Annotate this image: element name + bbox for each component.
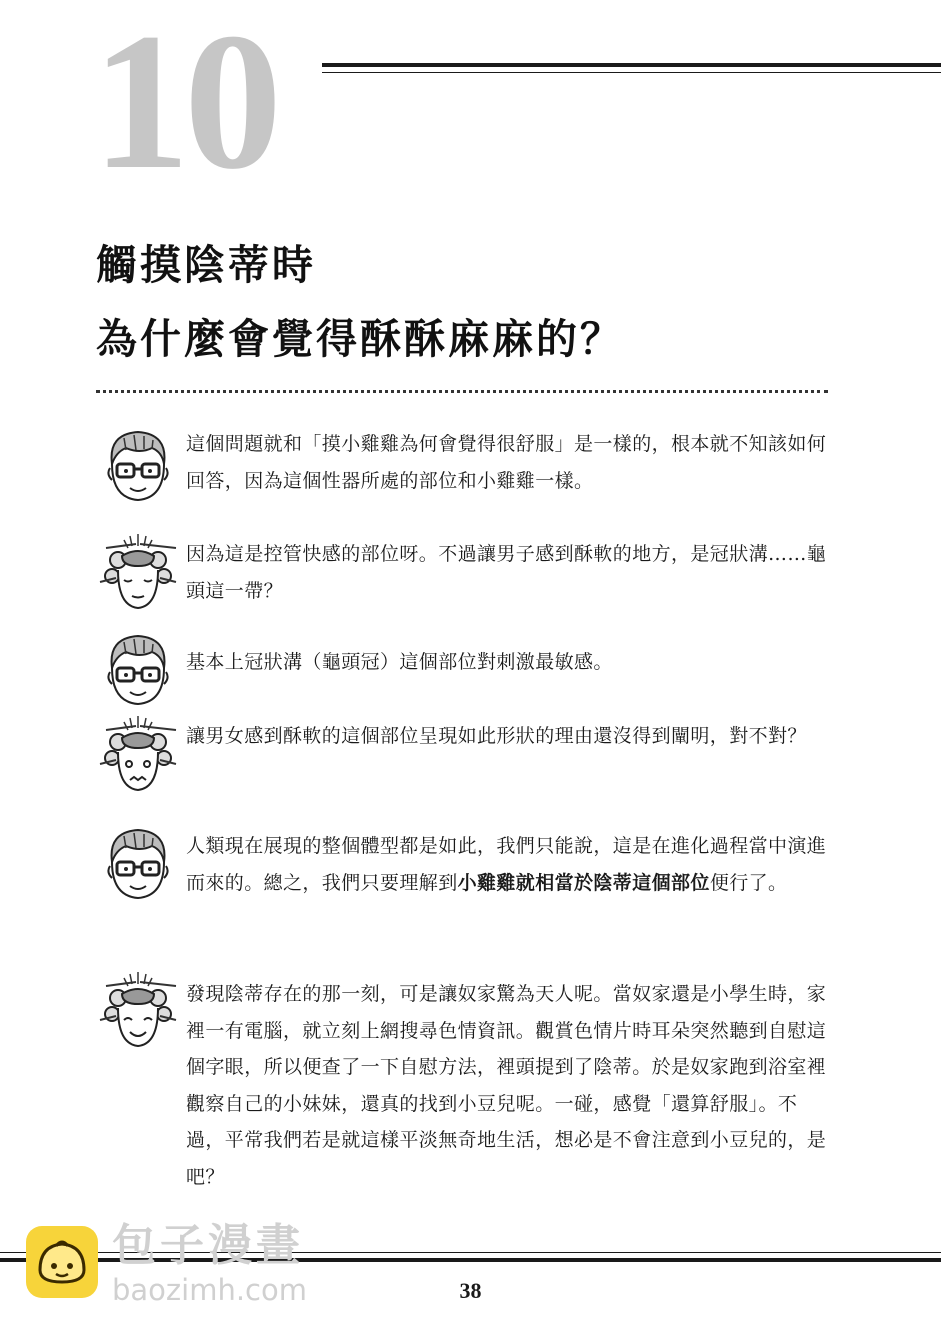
dialogue-text [186, 828, 834, 901]
header-rule-thick [322, 63, 941, 67]
dialogue-text: 讓男女感到酥軟的這個部位呈現如此形狀的理由還沒得到闡明，對不對？ [186, 725, 807, 747]
dotted-divider [96, 390, 828, 393]
dialogue-text: 因為這是控管快感的部位呀。不過讓男子感到酥軟的地方，是冠狀溝……龜頭這一帶？ [186, 543, 827, 602]
chapter-title-line-2: 為什麼會覺得酥酥麻麻的？ [96, 315, 624, 363]
doctor-glasses-icon [96, 628, 180, 712]
page-number: 38 [459, 1278, 482, 1303]
bun-mascot-icon [26, 1226, 98, 1298]
chapter-title-line-1: 觸摸陰蒂時 [96, 241, 316, 289]
dialogue-text: 基本上冠狀溝（龜頭冠）這個部位對刺激最敏感。 [186, 651, 613, 673]
dialogue-text-part: 便行了。 [709, 871, 788, 894]
dialogue-text-emphasis: 小雞雞就相當於陰蒂這個部位 [457, 871, 710, 894]
doctor-glasses-icon [96, 424, 180, 508]
chapter-number: 10 [92, 0, 276, 210]
dialogue-text: 發現陰蒂存在的那一刻，可是讓奴家驚為天人呢。當奴家還是小學生時，家裡一有電腦，就立刻上網搜尋色情資訊。觀賞色情片時耳朵突然聽到自慰這個字眼，所以便查了一下自慰方法，裡頭提到了陰蒂。於是奴家跑到浴室裡觀察自己的小妹妹，還真的找到小豆兒呢。一碰，感覺「還算舒服」。不過，平常我們若是就這樣平淡無奇地生活，想必是不會注意到小豆兒的，是吧？ [186, 983, 827, 1188]
chapter-title [96, 228, 624, 376]
watermark-name: 包子漫畫 [112, 1220, 304, 1271]
woman-curlers-smiling-icon [96, 968, 180, 1052]
dialogue-text-part: 人類現在展現的整個體型都是如此，我們只能說，這是在進化過程當中演進而來的。總之，我們只要理解到 [186, 835, 827, 894]
woman-curlers-closed-eyes-icon [96, 530, 180, 614]
woman-curlers-worried-icon [96, 712, 180, 796]
watermark-url: baozimh.com [112, 1273, 307, 1307]
dialogue-text: 這個問題就和「摸小雞雞為何會覺得很舒服」是一樣的，根本就不知該如何回答，因為這個性器所處的部位和小雞雞一樣。 [186, 433, 827, 492]
doctor-glasses-icon [96, 822, 180, 906]
header-rule-thin [322, 72, 941, 73]
